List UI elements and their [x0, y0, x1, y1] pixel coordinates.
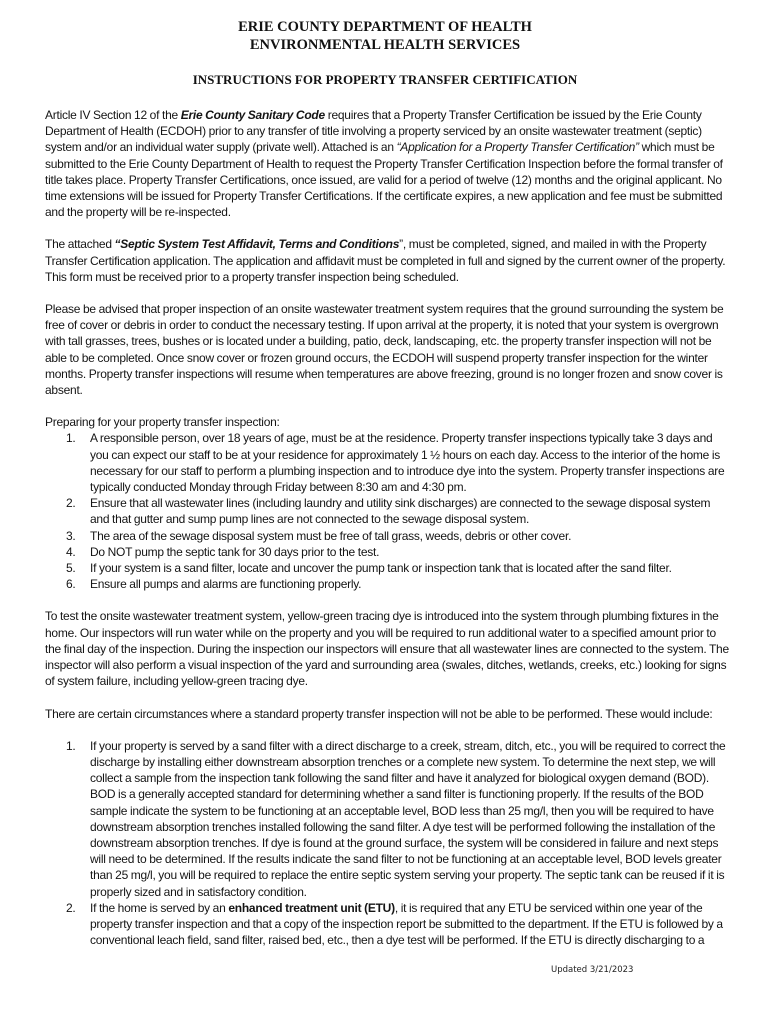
list-number: 1.	[66, 431, 76, 446]
division-heading: ENVIRONMENTAL HEALTH SERVICES	[249, 37, 521, 53]
list-text: If your system is a sand filter, locate and uncover the pump tank or inspection tank that is located after the sand filter.	[90, 561, 672, 576]
list-text: Ensure that all wastewater lines (including laundry and utility sink discharges) are connected to the sewage disposal system and that gutter and sump pump lines are not connected to the sewage disposal system.	[90, 496, 711, 527]
preparation-list	[45, 430, 729, 592]
list-item	[45, 576, 729, 592]
list-item	[45, 900, 729, 949]
list-text: , it is required that any ETU be serviced within one year of the property transfer inspection and that a copy of the inspection report be submitted to the department. If the ETU is followed by a conventional leach field, sand filter, raised bed, etc., then a dye test will be performed. If the ETU is directly discharging to a	[90, 900, 723, 948]
etu-term: enhanced treatment unit (ETU)	[228, 900, 395, 915]
list-item	[45, 528, 729, 544]
paragraph-circumstances: There are certain circumstances where a standard property transfer inspection will not be able to be performed. These would include:	[45, 706, 713, 721]
list-number: 4.	[66, 544, 76, 559]
sanitary-code-reference: Erie County Sanitary Code	[180, 108, 325, 122]
list-text: If the home is served by an	[90, 900, 229, 915]
list-number: 5.	[66, 561, 76, 576]
list-number: 2.	[66, 496, 76, 511]
list-text: Ensure all pumps and alarms are functioning properly.	[90, 577, 362, 592]
paragraph-preparing: Preparing for your property transfer inspection:	[45, 415, 280, 430]
list-number: 2.	[66, 900, 76, 915]
circumstances-list	[45, 738, 729, 949]
text-run: which must be submitted to the Erie County Department of Health to request the Property Transfer Certification Inspection before the formal transfer of title takes place. Property Transfer Certifications, once issued, are valid for a period of twelve (12) months and the original applicant. No time extensions will be issued for Property Transfer Certifications. If the certificate expires, a new application and fee must be submitted and the property will be re-inspected.	[45, 140, 723, 220]
paragraph-dye-test: To test the onsite wastewater treatment system, yellow-green tracing dye is introduced into the system through plumbing fixtures in the home. Our inspectors will run water while on the property and you will be required to run additional water to a specified amount prior to the final day of the inspection. During the inspection our inspectors will ensure that all wastewater lines are connected to the system. The inspector will also perform a visual inspection of the yard and surrounding area (swales, ditches, wetlands, creeks, etc.) looking for signs of system failure, including yellow-green tracing dye.	[45, 609, 729, 689]
updated-date: Updated 3/21/2023	[551, 965, 634, 975]
list-item	[45, 544, 729, 560]
paragraph-site-conditions: Please be advised that proper inspection of an onsite wastewater treatment system requires that the ground surrounding the system be free of cover or debris in order to conduct the necessary testing. If upon arrival at the property, it is noted that your system is overgrown with tall grasses, trees, bushes or is located under a building, patio, deck, landscaping, etc. the property transfer inspection will not be able to be completed. Once snow cover or frozen ground occurs, the ECDOH will suspend property transfer inspection for the winter months. Property transfer inspections will resume when temperatures are above freezing, ground is no longer frozen and snow cover is absent.	[45, 302, 724, 398]
list-number: 3.	[66, 528, 76, 543]
text-run: requires that a Property Transfer Certification be issued by the Erie County Department of Health (ECDOH) prior to any transfer of title involving a property serviced by an onsite wastewater treatment (septic) system and/or an individual water supply (private well). Attached is an	[45, 108, 702, 155]
application-reference: “Application for a Property Transfer Certification”	[396, 140, 639, 155]
document-title: INSTRUCTIONS FOR PROPERTY TRANSFER CERTIFICATION	[192, 72, 578, 87]
list-text: If your property is served by a sand filter with a direct discharge to a creek, stream, ditch, etc., you will be required to correct the discharge by installing either downstream absorption trenches or a complete new system. To determine the next step, we will collect a sample from the inspection tank following the sand filter and have it analyzed for biological oxygen demand (BOD). BOD is a generally accepted standard for determining whether a sand filter is functioning properly. If the results of the BOD sample indicate the system to be functioning at an acceptable level, BOD less than 25 mg/l, then you will be required to have downstream absorption trenches installed following the sand filter. A dye test will be performed following the installation of the downstream absorption trenches. If dye is found at the ground surface, the system will be considered in failure and next steps will need to be determined. If the results indicate the sand filter to not be functioning at an acceptable level, BOD levels greater than 25 mg/l, you will be required to replace the entire septic system serving your property. The septic tank can be reused if it is properly sized and in satisfactory condition.	[90, 738, 726, 899]
department-heading: ERIE COUNTY DEPARTMENT OF HEALTH	[238, 19, 532, 35]
paragraph-affidavit	[45, 236, 729, 285]
list-text: The area of the sewage disposal system must be free of tall grass, weeds, debris or other cover.	[90, 528, 572, 543]
list-number: 1.	[66, 738, 76, 753]
text-run: Article IV Section 12 of the	[45, 108, 181, 122]
list-item	[45, 495, 729, 527]
document-body	[45, 107, 729, 948]
list-text: Do NOT pump the septic tank for 30 days prior to the test.	[90, 544, 380, 559]
list-item	[45, 738, 729, 900]
list-number: 6.	[66, 577, 76, 592]
list-item	[45, 430, 729, 495]
paragraph-article-iv	[45, 107, 729, 220]
list-text: A responsible person, over 18 years of age, must be at the residence. Property transfer inspections typically take 3 days and you can expect our staff to be at your residence for approximately 1 ½ hours on each day. Access to the interior of the home is necessary for our staff to perform a plumbing inspection and to introduce dye into the system. Property transfer inspections are typically conducted Monday through Friday between 8:30 am and 4:30 pm.	[90, 431, 725, 495]
affidavit-reference: “Septic System Test Affidavit, Terms and Conditions	[114, 237, 400, 252]
list-item	[45, 560, 729, 576]
text-run: ”, must be completed, signed, and mailed in with the Property Transfer Certification application. The application and affidavit must be completed in full and signed by the current owner of the property. This form must be received prior to a property transfer inspection being scheduled.	[45, 237, 726, 284]
text-run: The attached	[45, 237, 115, 252]
